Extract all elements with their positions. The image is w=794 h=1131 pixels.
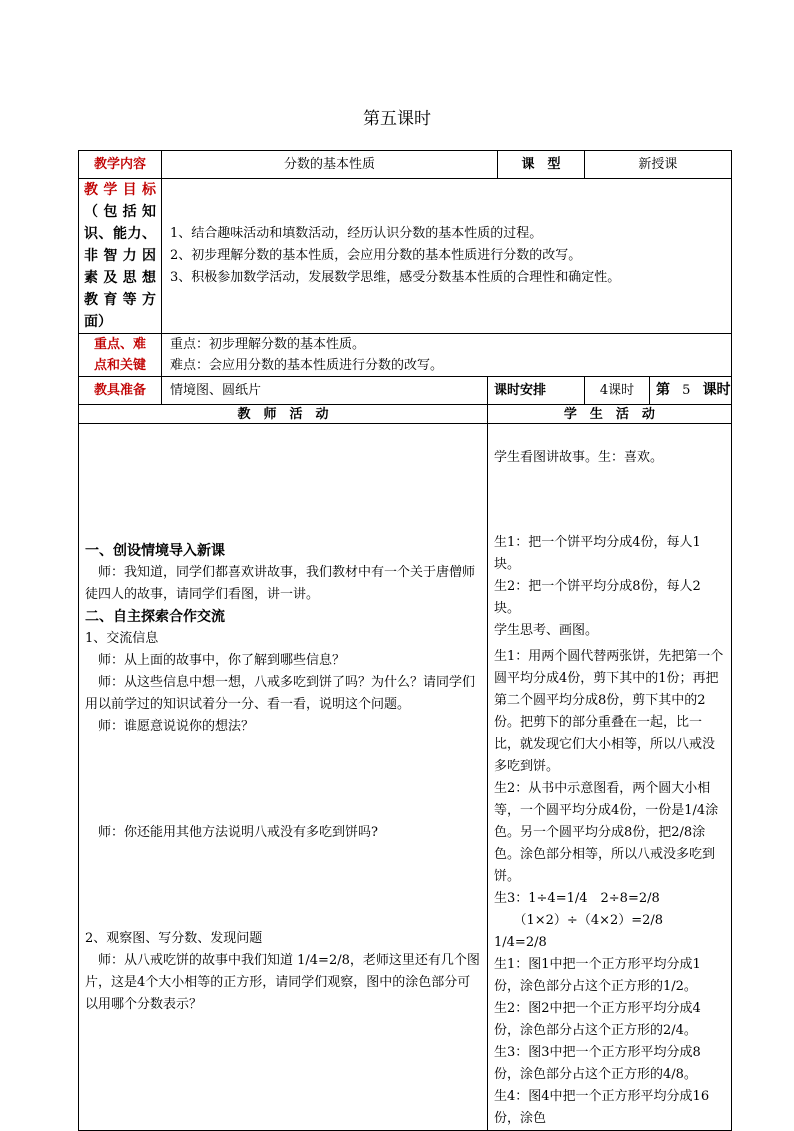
teacher-line: 2、观察图、写分数、发现问题 — [85, 931, 263, 947]
type-value: 新授课 — [585, 151, 732, 179]
teacher-line: 师：谁愿意说说你的想法？ — [85, 719, 255, 735]
lesson-suffix: 课时 — [702, 382, 731, 398]
student-activities — [488, 424, 732, 1131]
type-label: 课 型 — [498, 151, 585, 179]
student-line: 生2：从书中示意图看，两个圆大小相等，一个圆平均分成4份，一份是1/4涂色。另一个圆平均分成8份，把2/8涂色。涂色部分相等，所以八戒没多吃到饼。 — [494, 781, 719, 885]
student-line: （1×2）÷（4×2）=2/8 1/4=2/8 — [494, 913, 703, 951]
objective-item: 3、积极参加数学活动，发展数学思维，感受分数基本性质的合理性和确定性。 — [170, 270, 621, 285]
student-line: 学生看图讲故事。生：喜欢。 — [494, 450, 664, 465]
teacher-activities — [79, 424, 488, 1131]
teacher-column-header: 教 师 活 动 — [79, 405, 488, 424]
objectives-label-line: 非智力因 — [84, 248, 156, 264]
key-points-content — [162, 334, 732, 377]
objectives-label-line: 识、能力、 — [84, 226, 156, 242]
student-line: 生2：把一个饼平均分成8份，每人2块。 — [494, 579, 701, 616]
spacer — [85, 738, 483, 822]
lesson-prefix: 第 — [656, 382, 670, 398]
prep-value: 情境图、圆纸片 — [162, 377, 488, 405]
lesson-number-cell — [650, 377, 732, 405]
student-line: 学生思考、画图。 — [494, 623, 599, 638]
teacher-section-heading: 二、自主探索合作交流 — [85, 609, 225, 626]
teacher-line: 师：从这些信息中想一想，八戒多吃到饼了吗？为什么？请同学们用以前学过的知识试着分一分、看一看，说明这个问题。 — [85, 675, 476, 713]
page-title: 第五课时 — [363, 109, 431, 129]
objectives-label-line: 素及思想 — [84, 270, 156, 286]
teacher-line: 师：从八戒吃饼的故事中我们知道 1/4=2/8，老师这里还有几个图片，这是4个大小相等的正方形，请同学们观察，图中的涂色部分可以用哪个分数表示？ — [85, 953, 480, 1013]
objectives-label-line: 面） — [84, 314, 112, 330]
key-points-label — [79, 334, 162, 377]
student-line: 生2：图2中把一个正方形平均分成4份，涂色部分占这个正方形的2/4。 — [494, 1001, 701, 1039]
focus-text: 重点：初步理解分数的基本性质。 — [170, 337, 366, 352]
objectives-label-main: 教学目标 — [84, 182, 156, 198]
key-points-label-line: 重点、难 — [93, 337, 146, 352]
student-line: 生3：1÷4=1/4 2÷8=2/8 — [494, 891, 660, 907]
objective-item: 1、结合趣味活动和填数活动，经历认识分数的基本性质的过程。 — [170, 226, 543, 241]
content-label: 教学内容 — [79, 151, 162, 179]
spacer — [494, 426, 727, 447]
objective-item: 2、初步理解分数的基本性质，会应用分数的基本性质进行分数的改写。 — [170, 248, 582, 263]
teacher-section-heading: 一、创设情境导入新课 — [85, 543, 225, 560]
teacher-line: 师：我知道，同学们都喜欢讲故事，我们教材中有一个关于唐僧师徒四人的故事，请同学们看图，讲一讲。 — [85, 565, 476, 603]
student-line: 生1：图1中把一个正方形平均分成1份，涂色部分占这个正方形的1/2。 — [494, 957, 701, 995]
objectives-content — [162, 179, 732, 334]
spacer — [494, 469, 727, 532]
prep-label: 教具准备 — [79, 377, 162, 405]
difficulty-text: 难点：会应用分数的基本性质进行分数的改写。 — [170, 358, 444, 373]
objectives-label — [79, 179, 162, 334]
lesson-number: 5 — [682, 383, 691, 398]
student-line: 生4：图4中把一个正方形平均分成16份，涂色 — [494, 1089, 710, 1127]
student-line: 生1：把一个饼平均分成4份，每人1块。 — [494, 535, 701, 572]
spacer — [85, 844, 483, 928]
lesson-plan-table — [78, 150, 732, 1131]
student-line: 生3：图3中把一个正方形平均分成8份，涂色部分占这个正方形的4/8。 — [494, 1045, 701, 1083]
key-points-label-line: 点和关键 — [93, 358, 146, 373]
content-value: 分数的基本性质 — [162, 151, 498, 179]
objectives-label-line: 教育等方 — [84, 292, 156, 308]
student-line: 生1：用两个圆代替两张饼，先把第一个圆平均分成4份，剪下其中的1份；再把第二个圆平均分成8份，剪下其中的2份。把剪下的部分重叠在一起，比一比，就发现它们大小相等，所以八戒没多吃到饼。 — [494, 649, 724, 775]
schedule-label: 课时安排 — [488, 377, 585, 405]
schedule-value: 4课时 — [585, 377, 650, 405]
teacher-line: 1、交流信息 — [85, 631, 159, 647]
teacher-line: 师：从上面的故事中，你了解到哪些信息？ — [85, 653, 346, 669]
teacher-line: 师：你还能用其他方法说明八戒没有多吃到饼吗? — [85, 825, 378, 841]
objectives-label-line: （包括知 — [84, 204, 156, 220]
student-column-header: 学 生 活 动 — [488, 405, 732, 424]
